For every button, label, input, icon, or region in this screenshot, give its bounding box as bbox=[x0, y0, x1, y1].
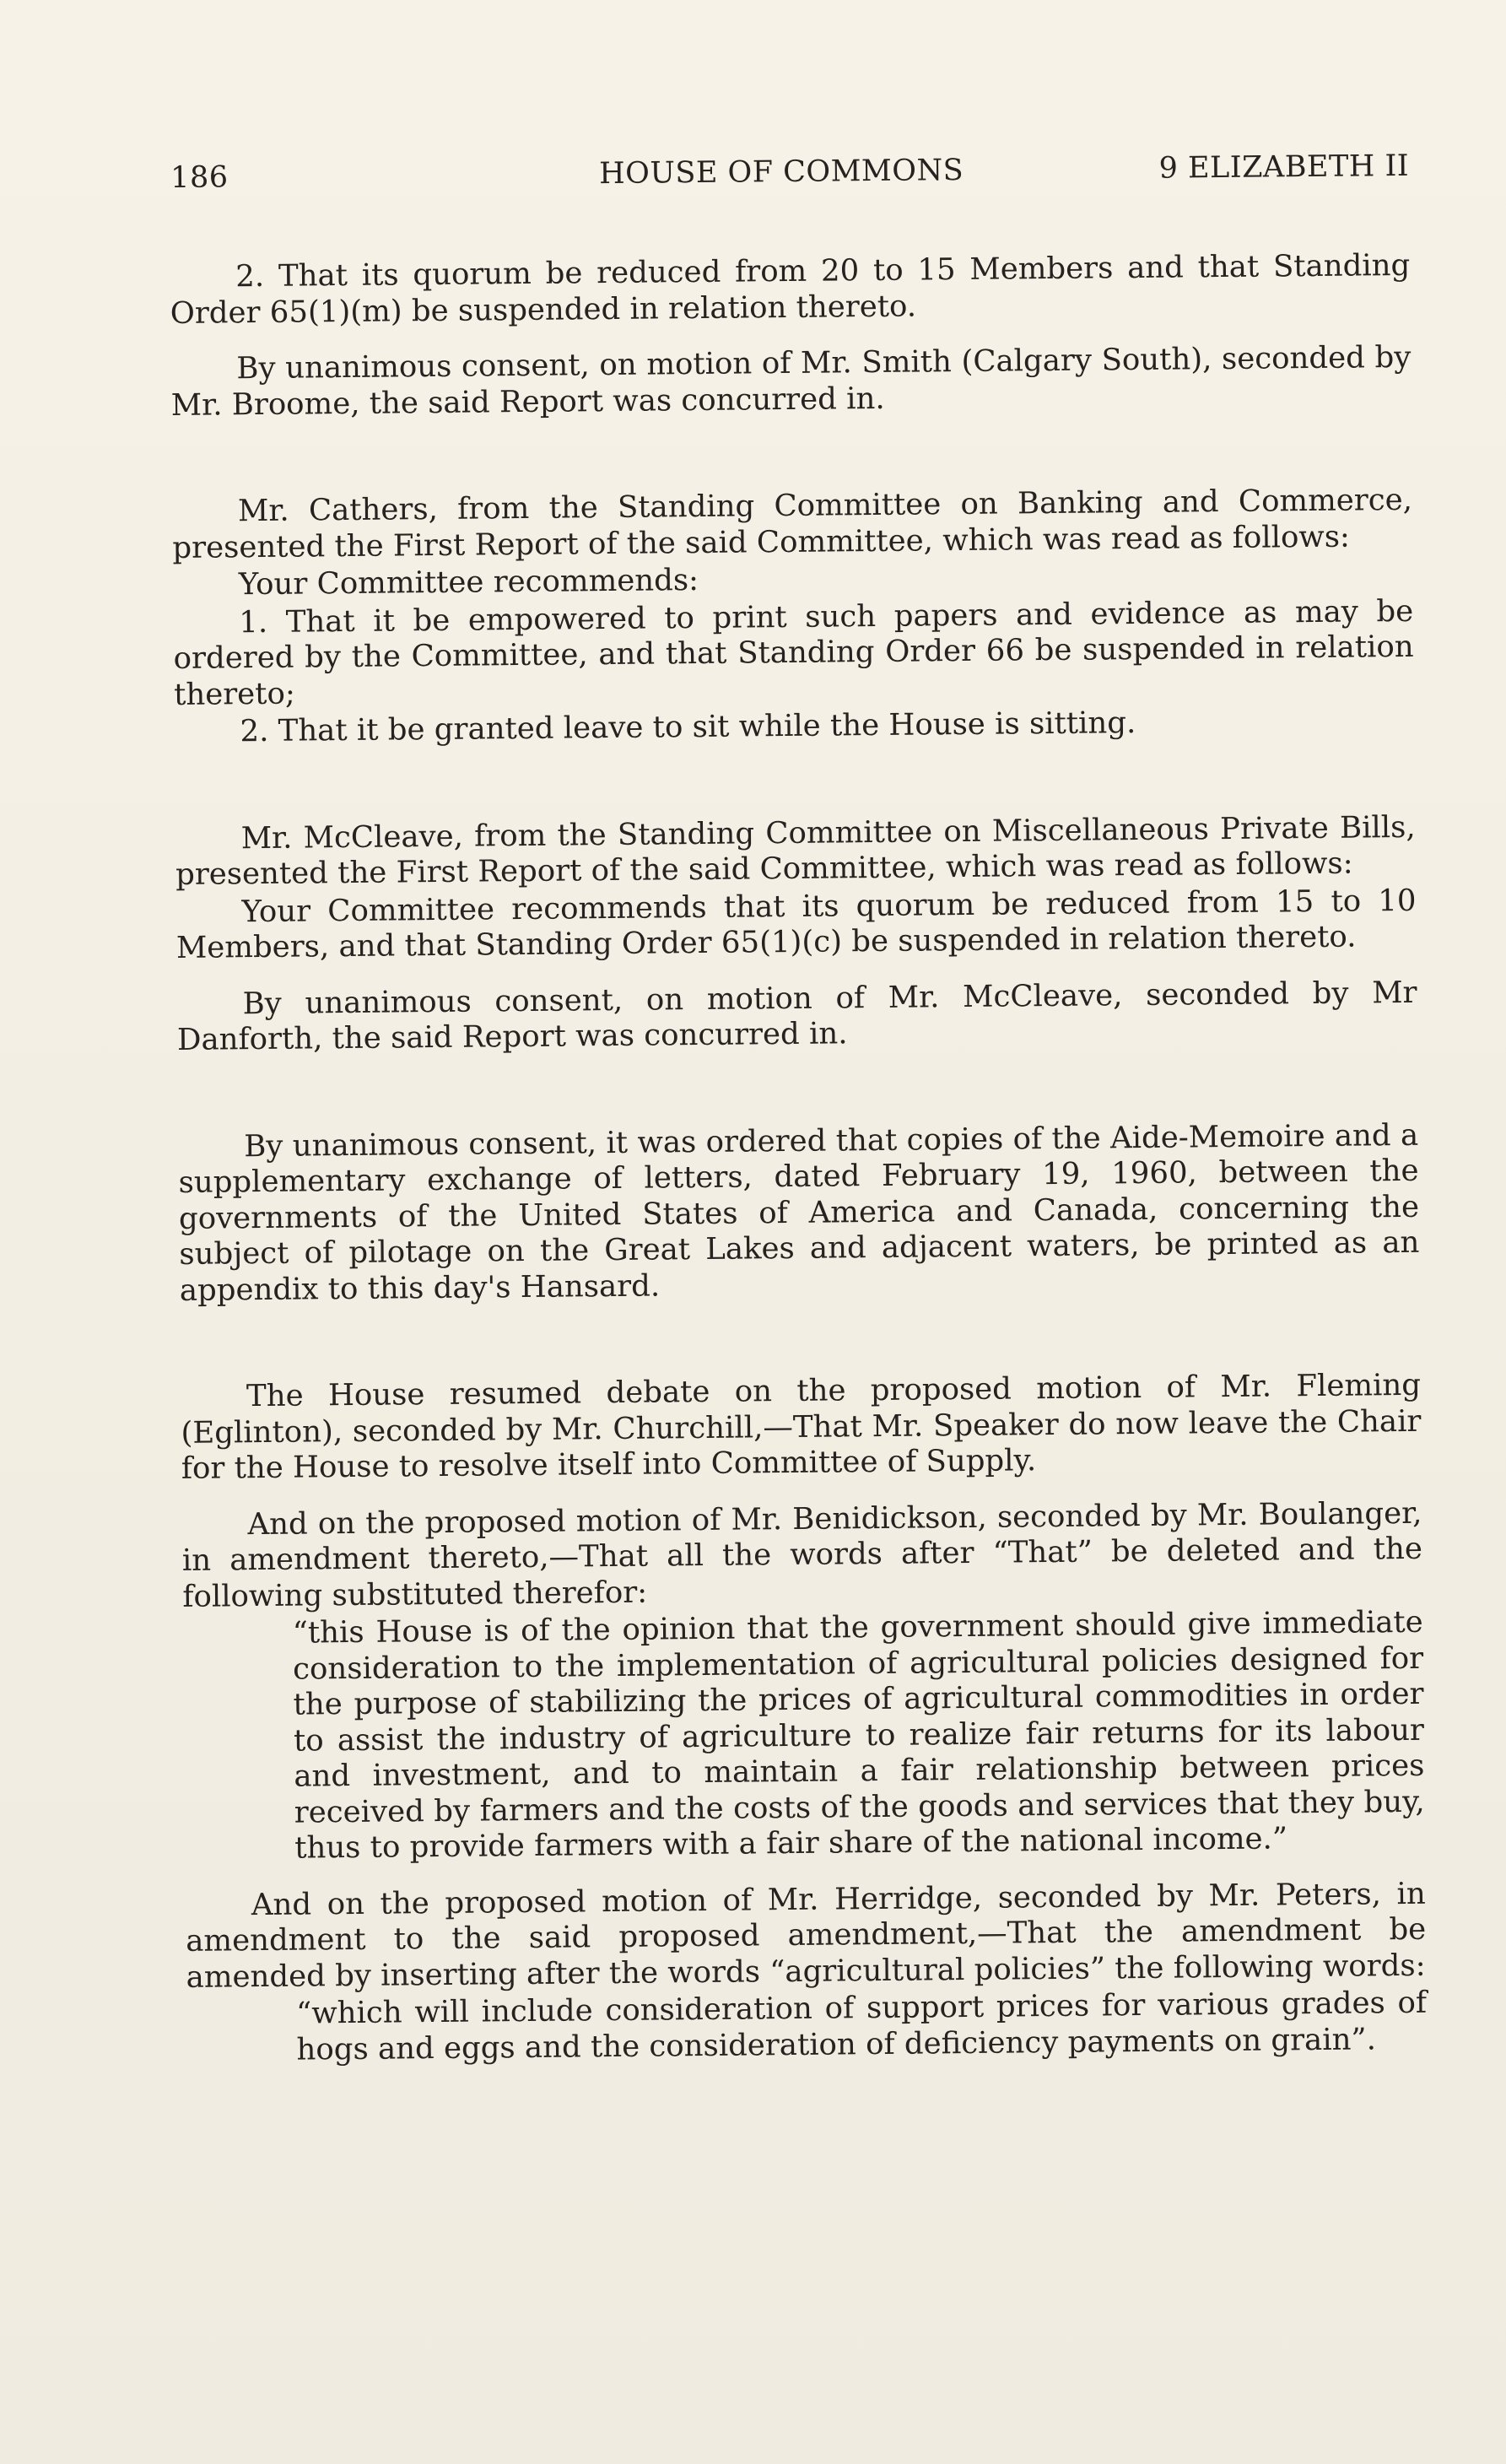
paragraph-benidickson-amendment: And on the proposed motion of Mr. Benidickson, seconded by Mr. Boulanger, in amendment thereto,—That all the words after “That” be deleted and the following substituted therefor: bbox=[181, 1495, 1423, 1614]
paragraph-committee-recommends: Your Committee recommends: bbox=[238, 562, 699, 602]
paragraph-leave-to-sit-item: 2. That it be granted leave to sit while the House is sitting. bbox=[240, 705, 1136, 749]
paragraph-concurred-smith: By unanimous consent, on motion of Mr. Smith (Calgary South), seconded by Mr. Broome, the said Report was concurred in. bbox=[170, 339, 1412, 423]
paragraph-print-papers-item: 1. That it be empowered to print such papers and evidence as may be ordered by the Committee, and that Standing Order 66 be suspended in relation thereto; bbox=[173, 593, 1414, 712]
paragraph-aide-memoire: By unanimous consent, it was ordered that copies of the Aide-Memoire and a supplementary exchange of letters, dated February 19, 1960, between the governments of the United States of America and Canada, concerning the subject of pilotage on the Great Lakes and adjacent waters, be printed as an appendix to this day's Hansard. bbox=[178, 1117, 1420, 1308]
paragraph-cathers-report: Mr. Cathers, from the Standing Committee on Banking and Commerce, presented the First Report of the said Committee, which was read as follows: bbox=[172, 482, 1413, 565]
paragraph-concurred-mccleave: By unanimous consent, on motion of Mr. McCleave, seconded by Mr Danforth, the said Report was concurred in. bbox=[176, 975, 1417, 1057]
paragraph-quorum-item: 2. That its quorum be reduced from 20 to 15 Members and that Standing Order 65(1)(m) be suspended in relation thereto. bbox=[170, 247, 1411, 331]
page-text bbox=[169, 149, 1428, 2069]
chamber-title: HOUSE OF COMMONS bbox=[598, 153, 964, 192]
page-number: 186 bbox=[170, 160, 229, 195]
running-header bbox=[169, 149, 1410, 211]
paragraph-quorum-recommendation: Your Committee recommends that its quorum be reduced from 15 to 10 Members, and that Standing Order 65(1)(c) be suspended in relation thereto. bbox=[175, 883, 1417, 965]
paragraph-debate-resumed: The House resumed debate on the proposed motion of Mr. Fleming (Eglinton), seconded by Mr. Churchill,—That Mr. Speaker do now leave the Chair for the House to resolve itself into Committee of Supply. bbox=[181, 1367, 1422, 1486]
regnal-year: 9 ELIZABETH II bbox=[1158, 149, 1410, 186]
quotation-amendment-text: “this House is of the opinion that the government should give immediate consideration to the implementation of agricultural policies designed for the purpose of stabilizing the prices of agricultural commodities in order to assist the industry of agriculture to realize fair returns for its labour and investment, and to maintain a fair relationship between prices received by farmers and the costs of the goods and services that they buy, thus to provide farmers with a fair share of the national income.” bbox=[292, 1604, 1425, 1866]
paragraph-herridge-subamendment: And on the proposed motion of Mr. Herridge, seconded by Mr. Peters, in amendment to the said proposed amendment,—That the amendment be amended by inserting after the words “agricultural policies” the following words: bbox=[186, 1876, 1427, 1995]
paragraph-mccleave-report: Mr. McCleave, from the Standing Committee on Miscellaneous Private Bills, presented the First Report of the said Committee, which was read as follows: bbox=[175, 809, 1416, 892]
quotation-subamendment-text: “which will include consideration of support prices for various grades of hogs and eggs and the consideration of deficiency payments on grain”. bbox=[295, 1985, 1428, 2067]
